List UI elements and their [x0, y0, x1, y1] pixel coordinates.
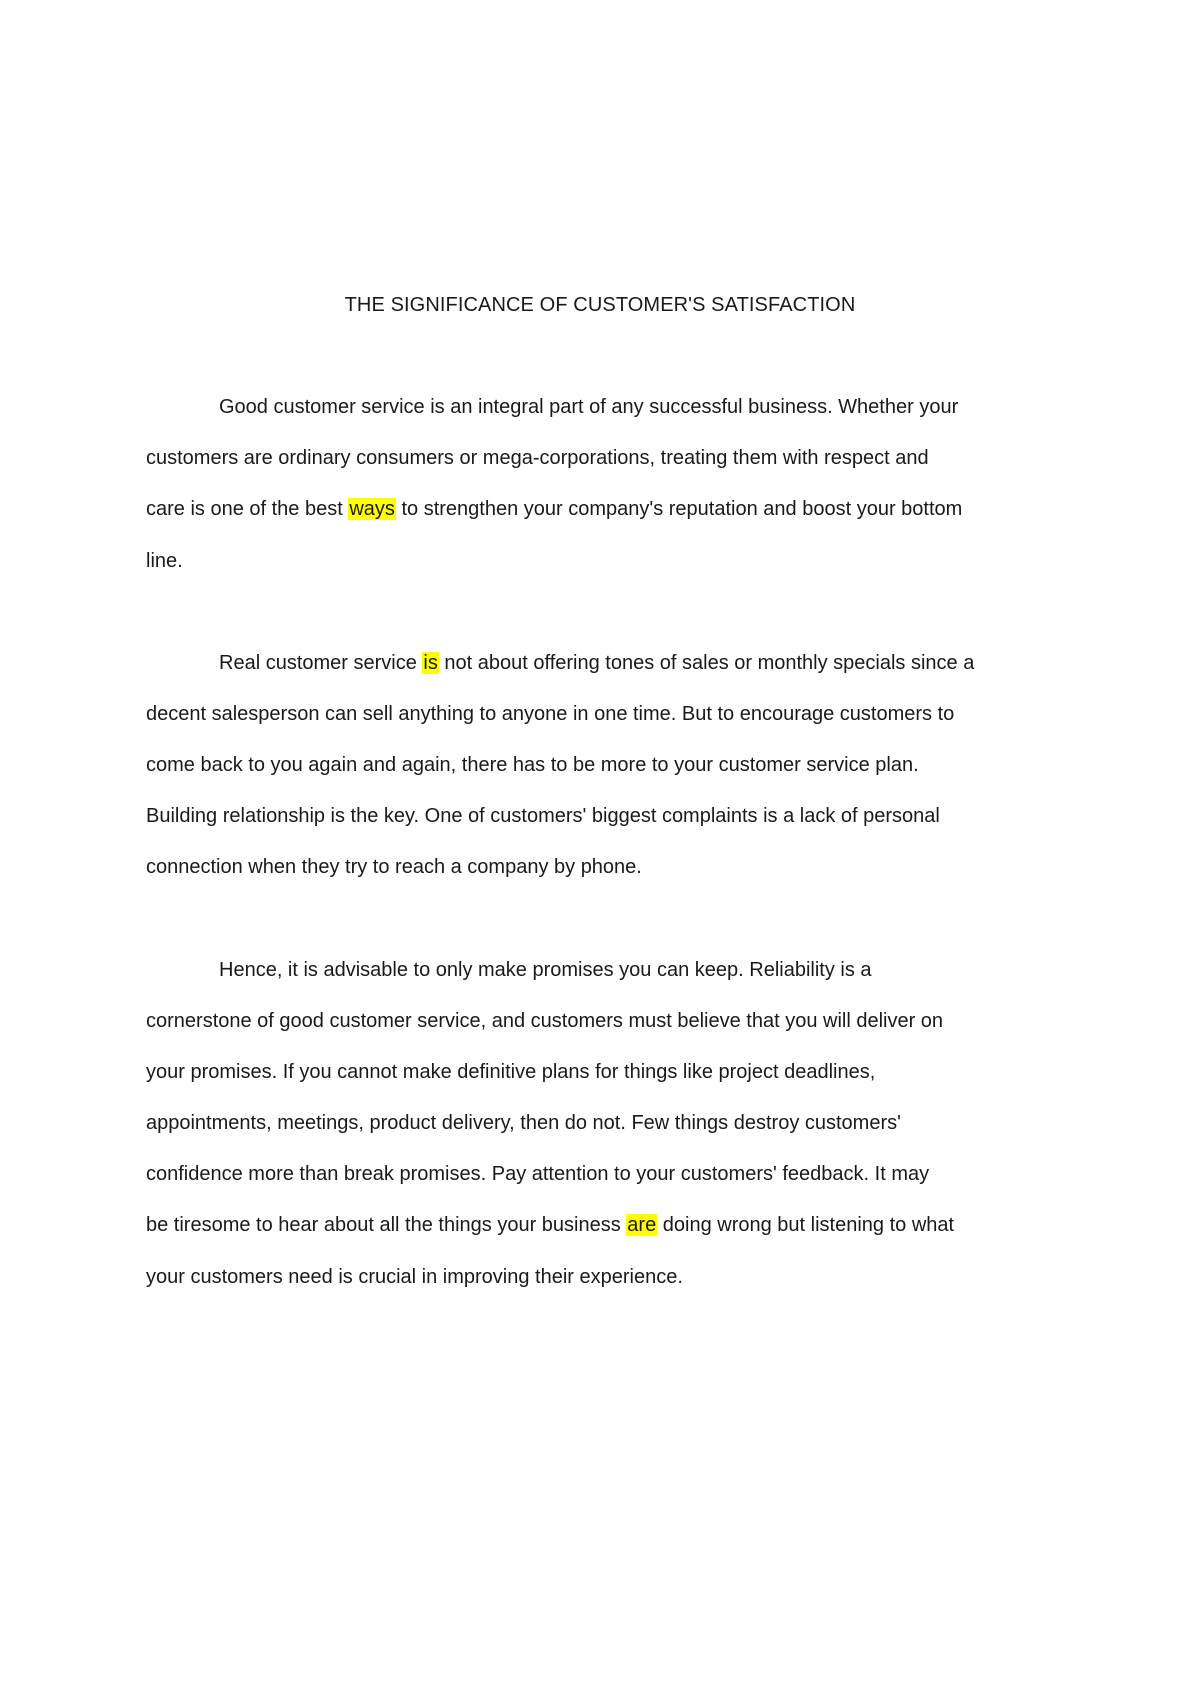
- text-line: Good customer service is an integral part of any successful business. Whether your: [219, 396, 959, 418]
- text-line: your customers need is crucial in improving their experience.: [146, 1266, 683, 1288]
- text-line: come back to you again and again, there has to be more to your customer service plan.: [146, 754, 919, 776]
- text-segment: care is one of the best: [146, 498, 349, 520]
- highlighted-word: is: [423, 652, 438, 674]
- text-line: [219, 648, 974, 678]
- text-segment: to strengthen your company's reputation and boost your bottom: [395, 498, 963, 520]
- text-line: [146, 1210, 954, 1240]
- document-title: THE SIGNIFICANCE OF CUSTOMER'S SATISFACTION: [344, 294, 856, 316]
- text-segment: not about offering tones of sales or monthly specials since a: [438, 652, 975, 674]
- text-line: appointments, meetings, product delivery, then do not. Few things destroy customers': [146, 1112, 901, 1134]
- text-line: Building relationship is the key. One of customers' biggest complaints is a lack of personal: [146, 805, 940, 827]
- highlighted-word: ways: [349, 498, 395, 520]
- text-line: your promises. If you cannot make definitive plans for things like project deadlines,: [146, 1061, 876, 1083]
- text-line: cornerstone of good customer service, and customers must believe that you will deliver on: [146, 1010, 944, 1032]
- text-line: Hence, it is advisable to only make promises you can keep. Reliability is a: [219, 959, 872, 981]
- text-line: confidence more than break promises. Pay attention to your customers' feedback. It may: [146, 1163, 930, 1185]
- text-segment: Real customer service: [219, 652, 423, 674]
- highlighted-word: are: [627, 1214, 657, 1236]
- text-line: [146, 494, 962, 524]
- text-segment: doing wrong but listening to what: [657, 1214, 955, 1236]
- text-line: decent salesperson can sell anything to anyone in one time. But to encourage customers to: [146, 703, 955, 725]
- text-line: line.: [146, 550, 183, 572]
- text-line: connection when they try to reach a company by phone.: [146, 856, 642, 878]
- text-line: customers are ordinary consumers or mega-corporations, treating them with respect and: [146, 447, 929, 469]
- text-segment: be tiresome to hear about all the things your business: [146, 1214, 627, 1236]
